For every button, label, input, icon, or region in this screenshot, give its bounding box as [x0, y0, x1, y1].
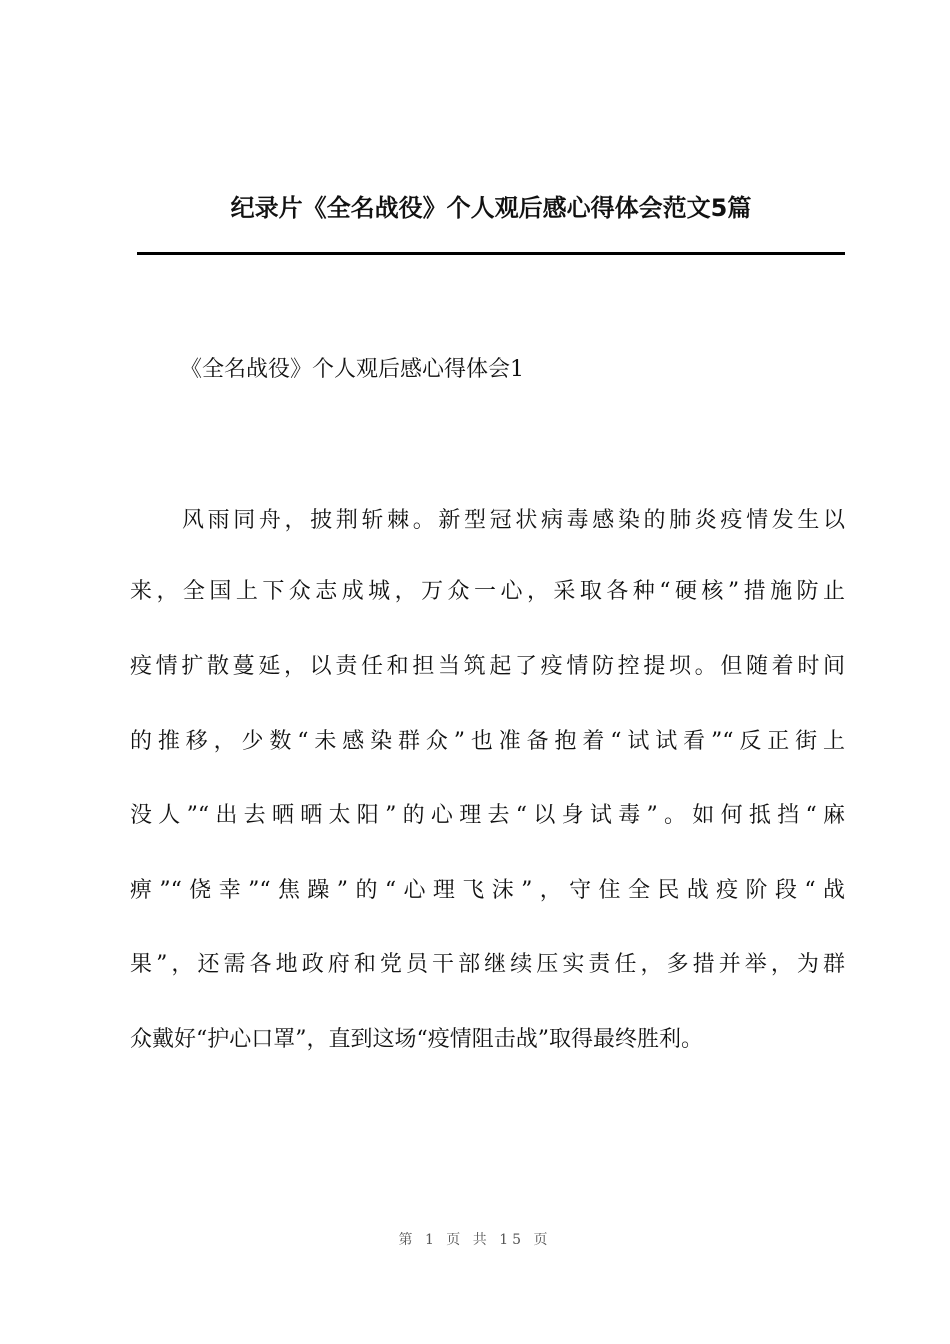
paragraph-line: 果”，还需各地政府和党员干部继续压实责任，多措并举，为群: [130, 952, 845, 977]
paragraph-line: 风雨同舟，披荆斩棘。新型冠状病毒感染的肺炎疫情发生以: [182, 508, 845, 533]
document-title: 纪录片《全名战役》个人观后感心得体会范文5篇: [230, 194, 752, 222]
title-underline-rule: [137, 252, 845, 255]
paragraph-line: 疫情扩散蔓延，以责任和担当筑起了疫情防控提坝。但随着时间: [130, 654, 845, 679]
paragraph-line: 的推移，少数“未感染群众”也准备抱着“试试看”“反正街上: [130, 729, 845, 754]
section-heading: 《全名战役》个人观后感心得体会1: [180, 357, 524, 382]
paragraph-line: 来，全国上下众志成城，万众一心，采取各种“硬核”措施防止: [130, 579, 845, 604]
paragraph-line: 痹”“侥幸”“焦躁”的“心理飞沫”，守住全民战疫阶段“战: [130, 878, 845, 903]
paragraph-line: 没人”“出去晒晒太阳”的心理去“以身试毒”。如何抵挡“麻: [130, 803, 845, 828]
page-number-footer: 第 1 页 共 15 页: [398, 1232, 552, 1248]
paragraph-line: 众戴好“护心口罩”，直到这场“疫情阻击战”取得最终胜利。: [130, 1027, 703, 1052]
